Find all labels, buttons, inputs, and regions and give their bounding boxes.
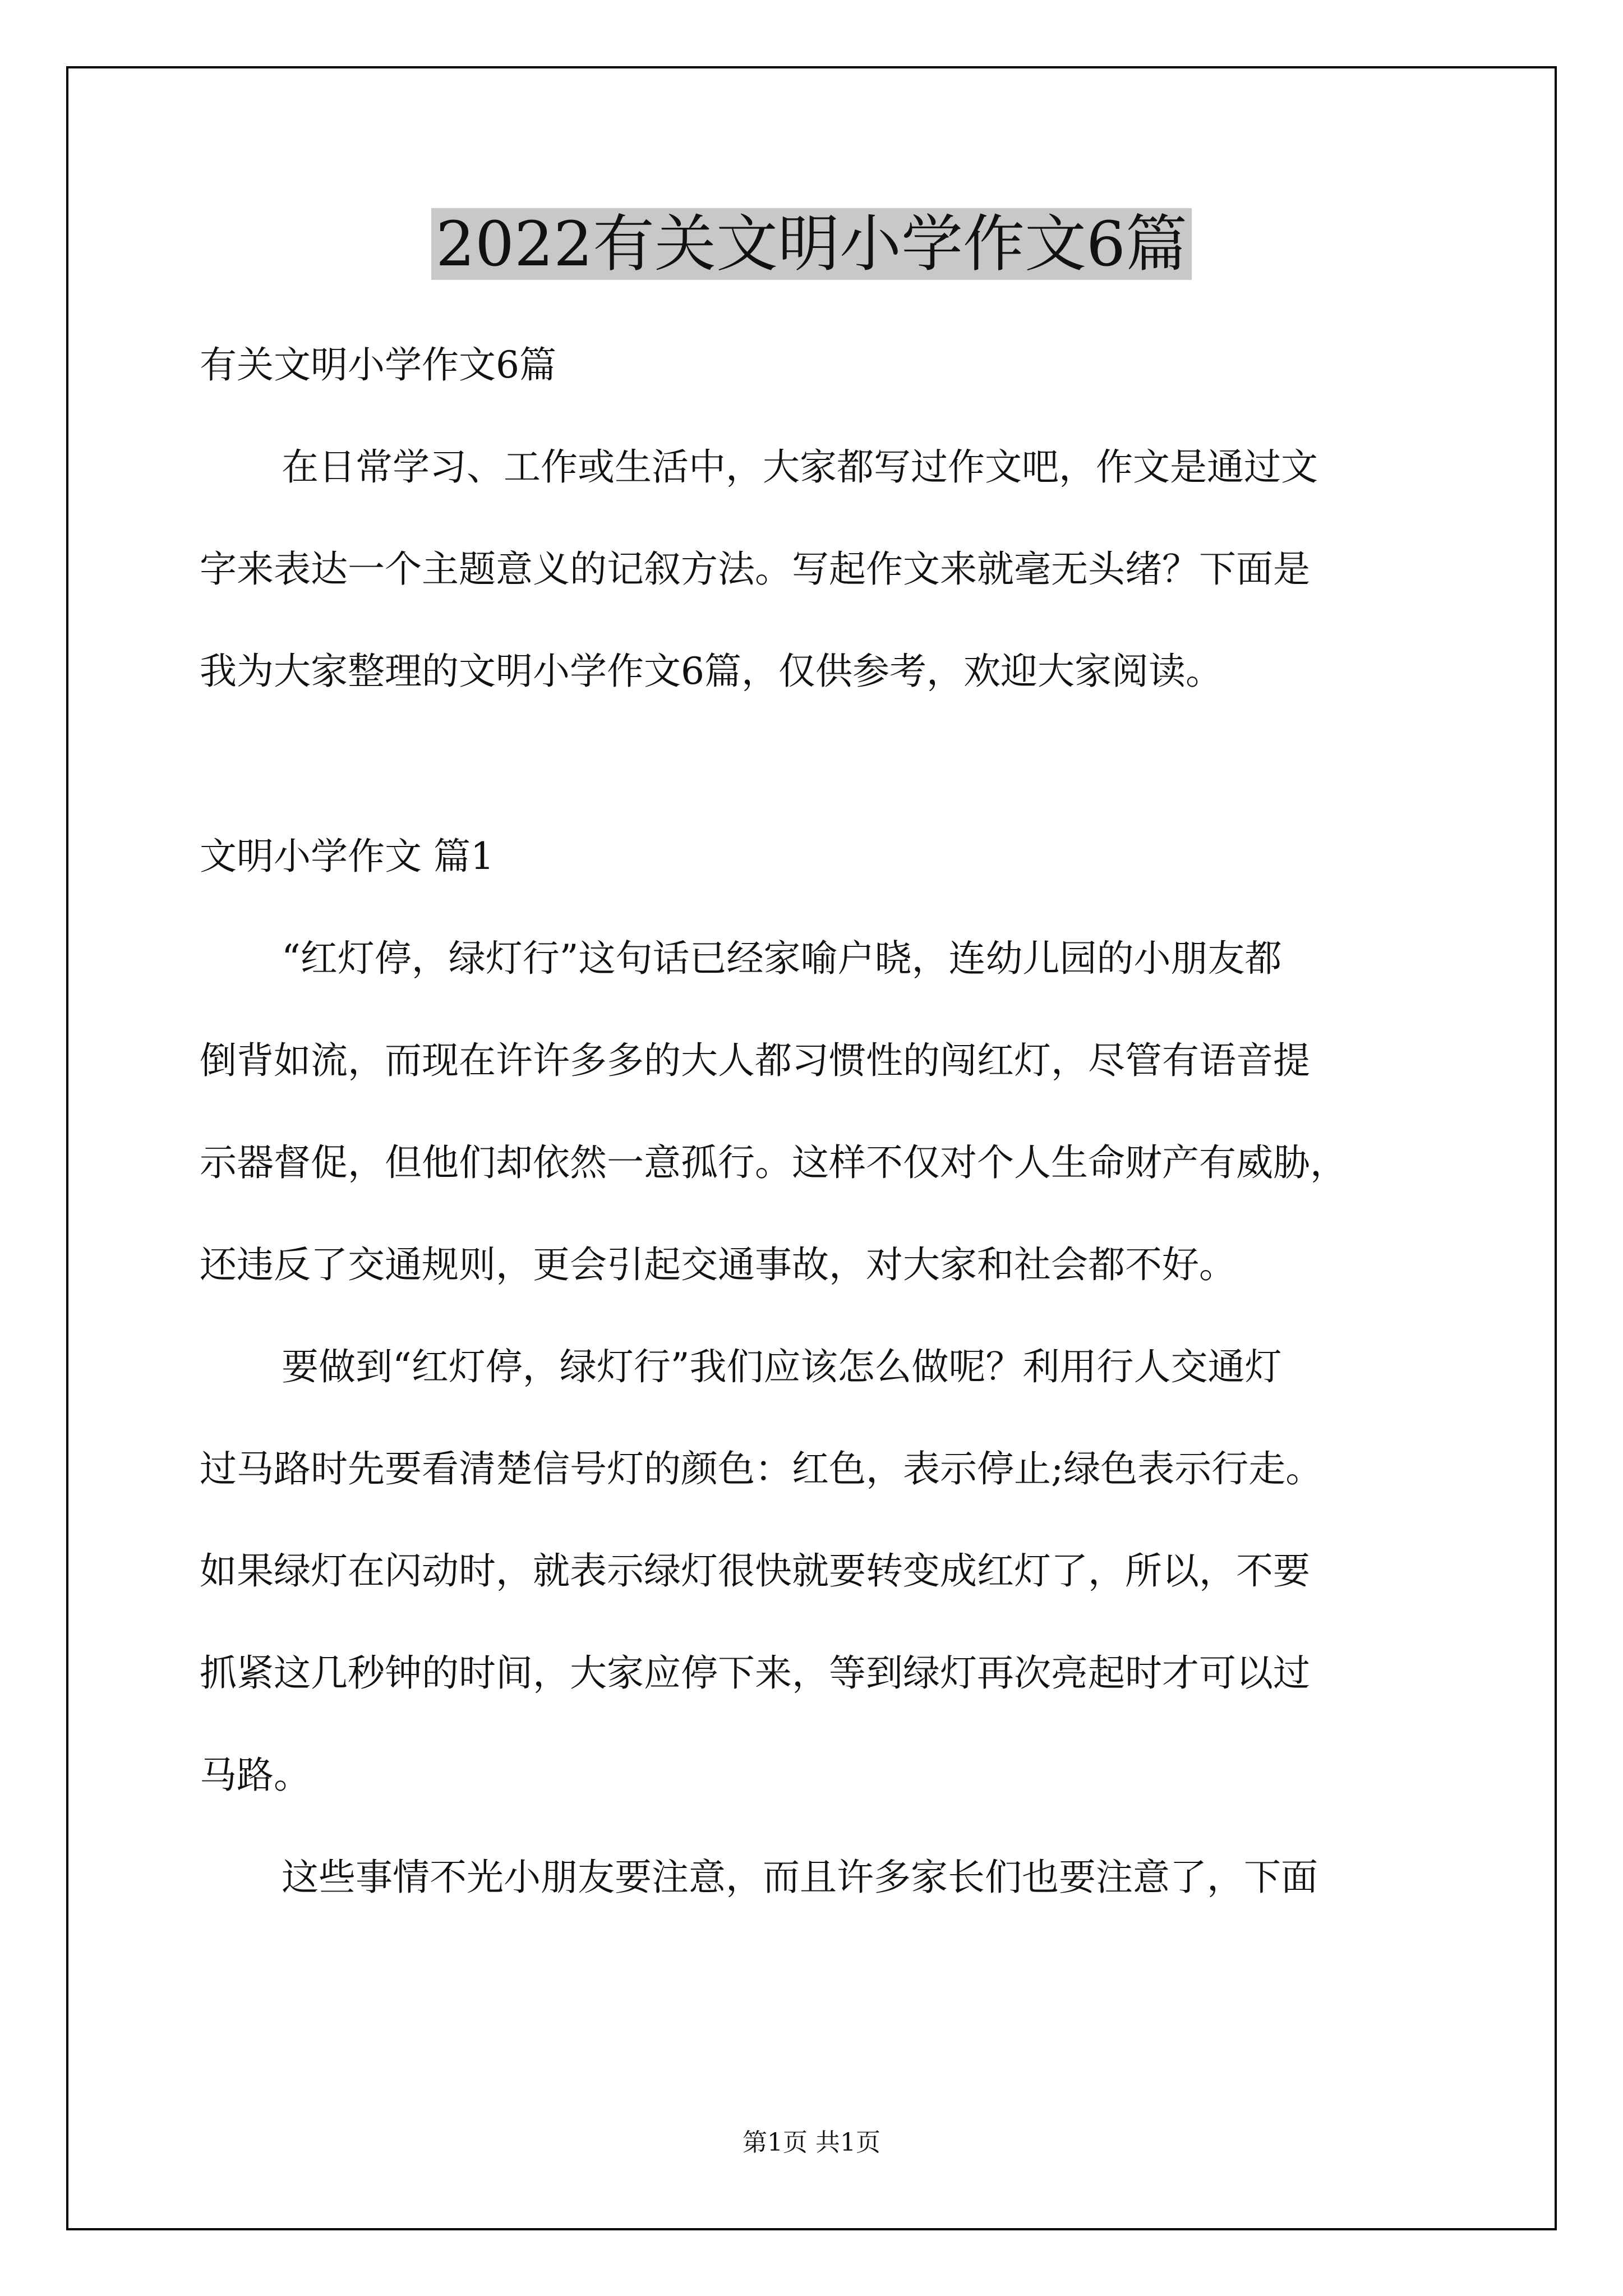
section-heading: 文明小学作文 篇1 <box>200 835 494 878</box>
section-spacer <box>200 723 1433 806</box>
paragraph1-line-3: 示器督促，但他们却依然一意孤行。这样不仅对个人生命财产有威胁， <box>200 1141 1347 1184</box>
paragraph3-line-1: 这些事情不光小朋友要注意，而且许多家长们也要注意了，下面 <box>282 1856 1318 1899</box>
document-title-text: 2022有关文明小学作文6篇 <box>431 208 1192 280</box>
paragraph1-line-4: 还违反了交通规则，更会引起交通事故，对大家和社会都不好。 <box>200 1243 1236 1286</box>
document-body <box>200 314 1433 1929</box>
intro-line-3: 我为大家整理的文明小学作文6篇，仅供参考，欢迎大家阅读。 <box>200 650 1223 693</box>
paragraph2-line-1: 要做到“红灯停，绿灯行”我们应该怎么做呢？利用行人交通灯 <box>282 1345 1282 1388</box>
paragraph2-line-4: 抓紧这几秒钟的时间，大家应停下来，等到绿灯再次亮起时才可以过 <box>200 1651 1310 1695</box>
page-footer: 第1页 共1页 <box>743 2128 880 2157</box>
paragraph2-line-3: 如果绿灯在闪动时，就表示绿灯很快就要转变成红灯了，所以，不要 <box>200 1549 1310 1593</box>
paragraph1-line-1: “红灯停，绿灯行”这句话已经家喻户晓，连幼儿园的小朋友都 <box>282 937 1282 980</box>
intro-line-2: 字来表达一个主题意义的记叙方法。写起作文来就毫无头绪？下面是 <box>200 547 1310 591</box>
document-subtitle: 有关文明小学作文6篇 <box>200 343 556 386</box>
paragraph2-line-2: 过马路时先要看清楚信号灯的颜色：红色，表示停止;绿色表示行走。 <box>200 1447 1323 1490</box>
document-title <box>0 202 1623 286</box>
paragraph1-line-2: 倒背如流，而现在许许多多的大人都习惯性的闯红灯，尽管有语音提 <box>200 1039 1310 1082</box>
paragraph2-line-5: 马路。 <box>200 1754 311 1797</box>
intro-line-1: 在日常学习、工作或生活中，大家都写过作文吧，作文是通过文 <box>282 445 1318 489</box>
